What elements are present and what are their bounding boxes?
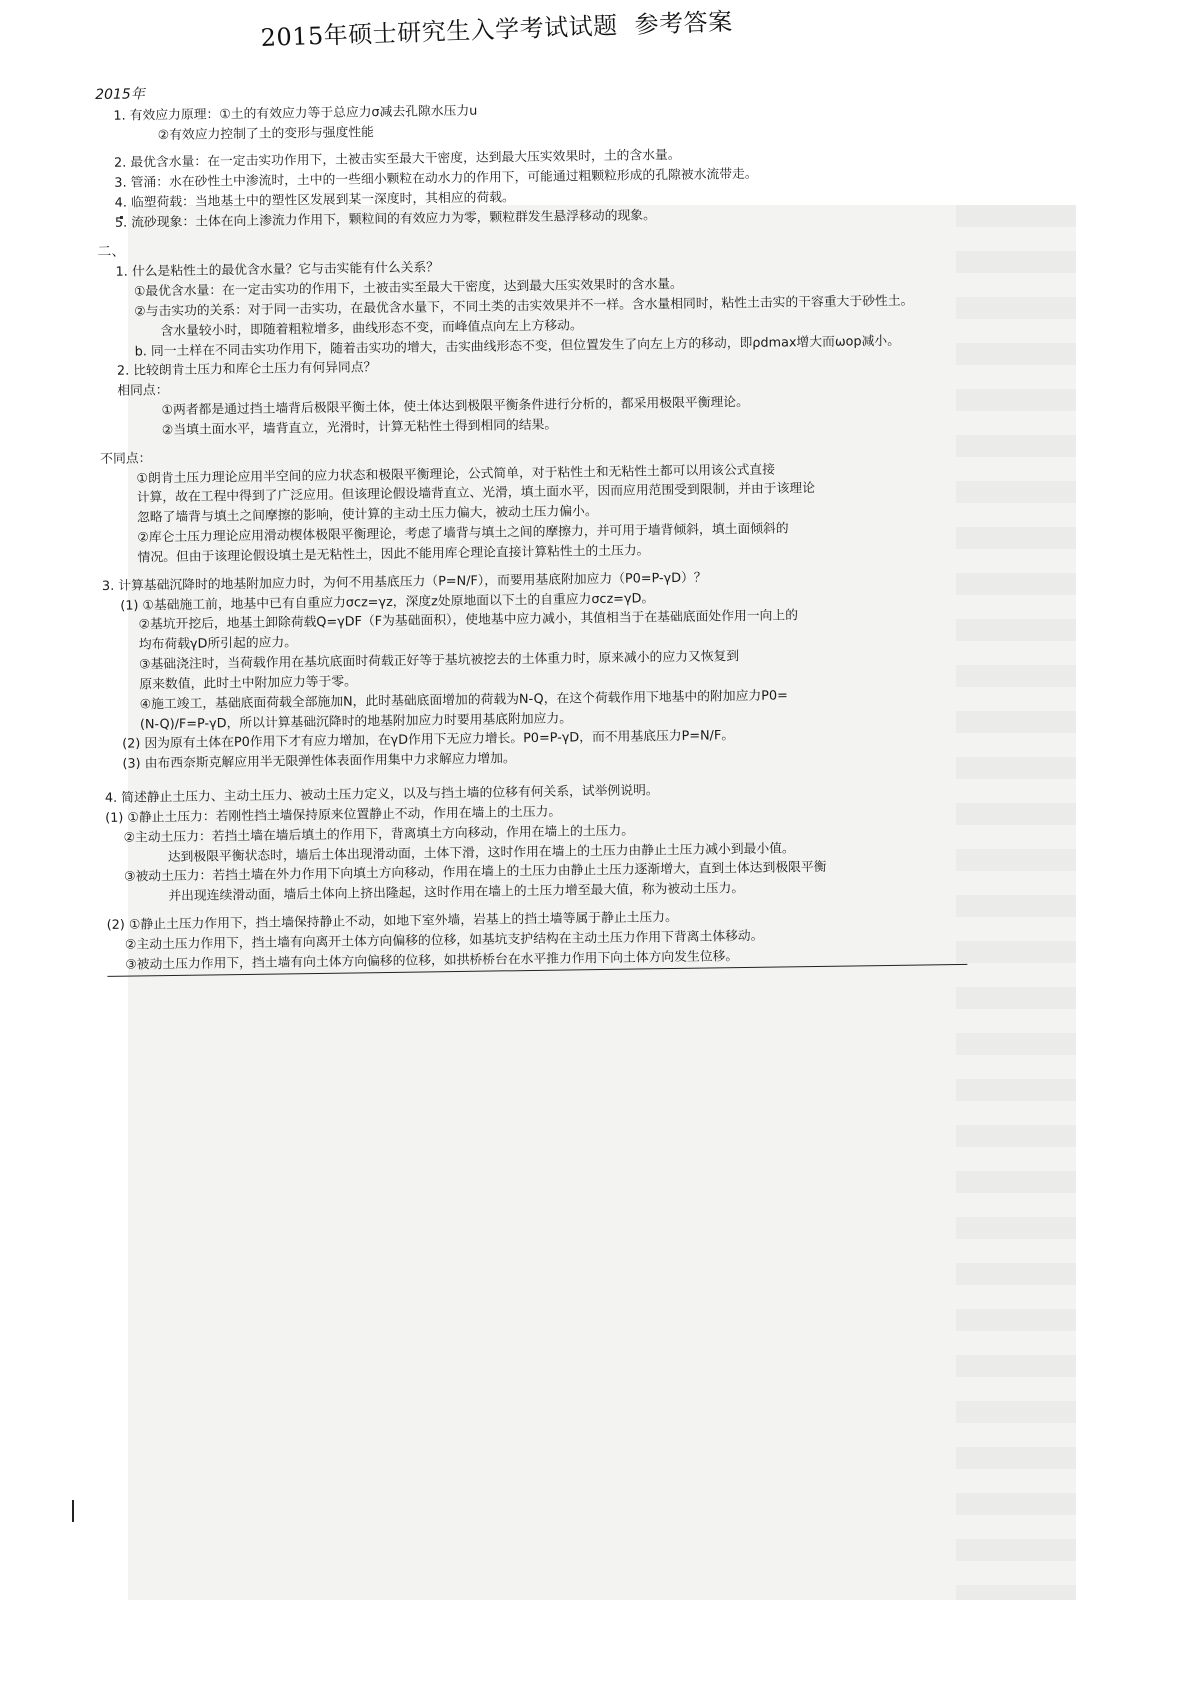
q1-question: 1. 什么是粘性土的最优含水量？它与击实能有什么关系？ [115, 260, 440, 281]
q4-answer-7: ②主动土压力作用下，挡土墙有向离开土体方向偏移的位移，如基坑支护结构在主动土压力作用下背离土体移动。 [124, 928, 764, 953]
definition-1b: ②有效应力控制了土的变形与强度性能 [157, 124, 375, 143]
definition-1: 1. 有效应力原理：①土的有效应力等于总应力σ减去孔隙水压力u [113, 103, 478, 124]
q3-answer-2: ②基坑开挖后，地基土卸除荷载Q=γDF（F为基础面积），使地基中应力减小，其值相当于在基础底面处作用一向上的 [138, 608, 799, 633]
q3-answer-1: (1) ①基础施工前，地基中已有自重应力σcz=γz，深度z处原地面以下土的自重应力σcz=γD。 [120, 590, 655, 614]
q2-same-2: ②当填土面水平，墙背直立，光滑时，计算无粘性土得到相同的结果。 [161, 417, 558, 439]
q2-question: 2. 比较朗肯土压力和库仑土压力有何异同点？ [116, 360, 377, 380]
q2-diff-label: 不同点： [100, 451, 152, 467]
q2-diff-1: ①朗肯土压力理论应用半空间的应力状态和极限平衡理论，公式简单，对于粘性土和无粘性土都可以用该公式直接 [136, 462, 776, 487]
bleed-through-shadow [956, 205, 1076, 1600]
q4-answer-3: 达到极限平衡状态时，墙后土体出现滑动面，土体下滑，这时作用在墙上的土压力由静止土压力减小到最小值。 [167, 840, 795, 865]
part-2-label: 二、 [97, 243, 126, 260]
q3-answer-9: (3) 由布西奈斯克解应用半无限弹性体表面作用集中力求解应力增加。 [122, 751, 516, 772]
q3-answer-4: ③基础浇注时，当荷载作用在基坑底面时荷载正好等于基坑被挖去的土体重力时，原来减小的应力又恢复到 [138, 649, 740, 673]
q3-answer-7: (N-Q)/F=P-γD，所以计算基础沉降时的地基附加应力时要用基底附加应力。 [139, 710, 573, 732]
page-header [260, 0, 981, 53]
definition-3: 3. 管涌：水在砂性土中渗流时，土中的一些细小颗粒在动水力的作用下，可能通过粗颗粒形成的孔隙被水流带走。 [114, 166, 758, 191]
q3-answer-8: (2) 因为原有土体在P0作用下才有应力增加，在γD作用下无应力增长。P0=P-γD，而不用基底压力P=N/F。 [122, 728, 735, 753]
q2-diff-2: 计算，故在工程中得到了广泛应用。但该理论假设墙背直立、光滑，填土面水平，因而应用范围受到限制，并由于该理论 [136, 481, 816, 506]
q4-answer-4: ③被动土压力：若挡土墙在外力作用下向填土方向移动，作用在墙上的土压力由静止土压力逐渐增大，直到土体达到极限平衡 [123, 860, 827, 886]
q4-answer-5: 并出现连续滑动面，墙后土体向上挤出隆起，这时作用在墙上的土压力增至最大值，称为被动土压力。 [168, 881, 745, 905]
q3-answer-5: 原来数值，此时土中附加应力等于零。 [139, 674, 358, 693]
q1-answer-4: b. 同一土样在不同击实功作用下，随着击实功的增大，击实曲线形态不变，但位置发生了向左上方的移动，即ρdmax增大而ωop减小。 [134, 333, 901, 360]
definition-4: 4. 临塑荷载：当地基土中的塑性区发展到某一深度时，其相应的荷载。 [114, 190, 515, 211]
q2-diff-3: 忽略了墙背与填土之间摩擦的影响，使计算的主动土压力偏大，被动土压力偏小。 [136, 504, 598, 526]
exam-title: 2015年硕士研究生入学考试试题 [260, 11, 619, 52]
q3-answer-6: ④施工竣工，基础底面荷载全部施加N，此时基础底面增加的荷载为N-Q，在这个荷载作用下地基中的附加应力P0= [139, 688, 788, 713]
q1-answer-3: 含水量较小时，即随着粗粒增多，曲线形态不变，而峰值点向左上方移动。 [160, 318, 583, 339]
q2-same-1: ①两者都是通过挡土墙背后极限平衡土体，使土体达到极限平衡条件进行分析的，都采用极限平衡理论。 [161, 395, 749, 419]
q3-question: 3. 计算基础沉降时的地基附加应力时，为何不用基底压力（P=N/F），而要用基底附加应力（P0=P-γD）？ [101, 570, 707, 594]
margin-mark [72, 1500, 74, 1522]
answer-label: 参考答案 [634, 7, 734, 39]
q1-answer-1: ①最优含水量：在一定击实功的作用下，土被击实至最大干密度，达到最大压实效果时的含水量。 [133, 276, 683, 300]
q4-answer-8: ③被动土压力作用下，挡土墙有向土体方向偏移的位移，如拱桥桥台在水平推力作用下向土体方向发生位移。 [107, 944, 967, 977]
q1-answer-2: ②与击实功的关系：对于同一击实功，在最优含水量下，不同土类的击实效果并不一样。含水量相同时，粘性土击实的干容重大于砂性土。 [134, 293, 914, 320]
definition-5: 5. 流砂现象：土体在向上渗流力作用下，颗粒间的有效应力为零，颗粒群发生悬浮移动的现象。 [114, 208, 656, 231]
q4-answer-1: (1) ①静止土压力：若刚性挡土墙保持原来位置静止不动，作用在墙上的土压力。 [105, 804, 562, 826]
handwritten-answers [95, 73, 967, 976]
q3-answer-3: 均布荷载γD所引起的应力。 [138, 635, 298, 653]
q2-diff-5: 情况。但由于该理论假设填土是无粘性土，因此不能用库仑理论直接计算粘性土的土压力。 [137, 543, 650, 566]
q4-question: 4. 简述静止土压力、主动土压力、被动土压力定义，以及与挡土墙的位移有何关系，试举例说明。 [104, 783, 659, 806]
q4-answer-6: (2) ①静止土压力作用下，挡土墙保持静止不动，如地下室外墙，岩基上的挡土墙等属于静止土压力。 [106, 909, 678, 933]
q4-answer-2: ②主动土压力：若挡土墙在墙后填土的作用下，背离填土方向移动，作用在墙上的土压力。 [123, 823, 635, 846]
q2-same-label: 相同点： [117, 383, 169, 400]
year-label: 2015年 [95, 86, 145, 103]
definition-2: 2. 最优含水量：在一定击实功作用下，土被击实至最大干密度，达到最大压实效果时，土的含水量。 [113, 148, 681, 172]
q2-diff-4: ②库仑土压力理论应用滑动楔体极限平衡理论，考虑了墙背与填土之间的摩擦力，并可用于墙背倾斜，填土面倾斜的 [137, 521, 789, 546]
